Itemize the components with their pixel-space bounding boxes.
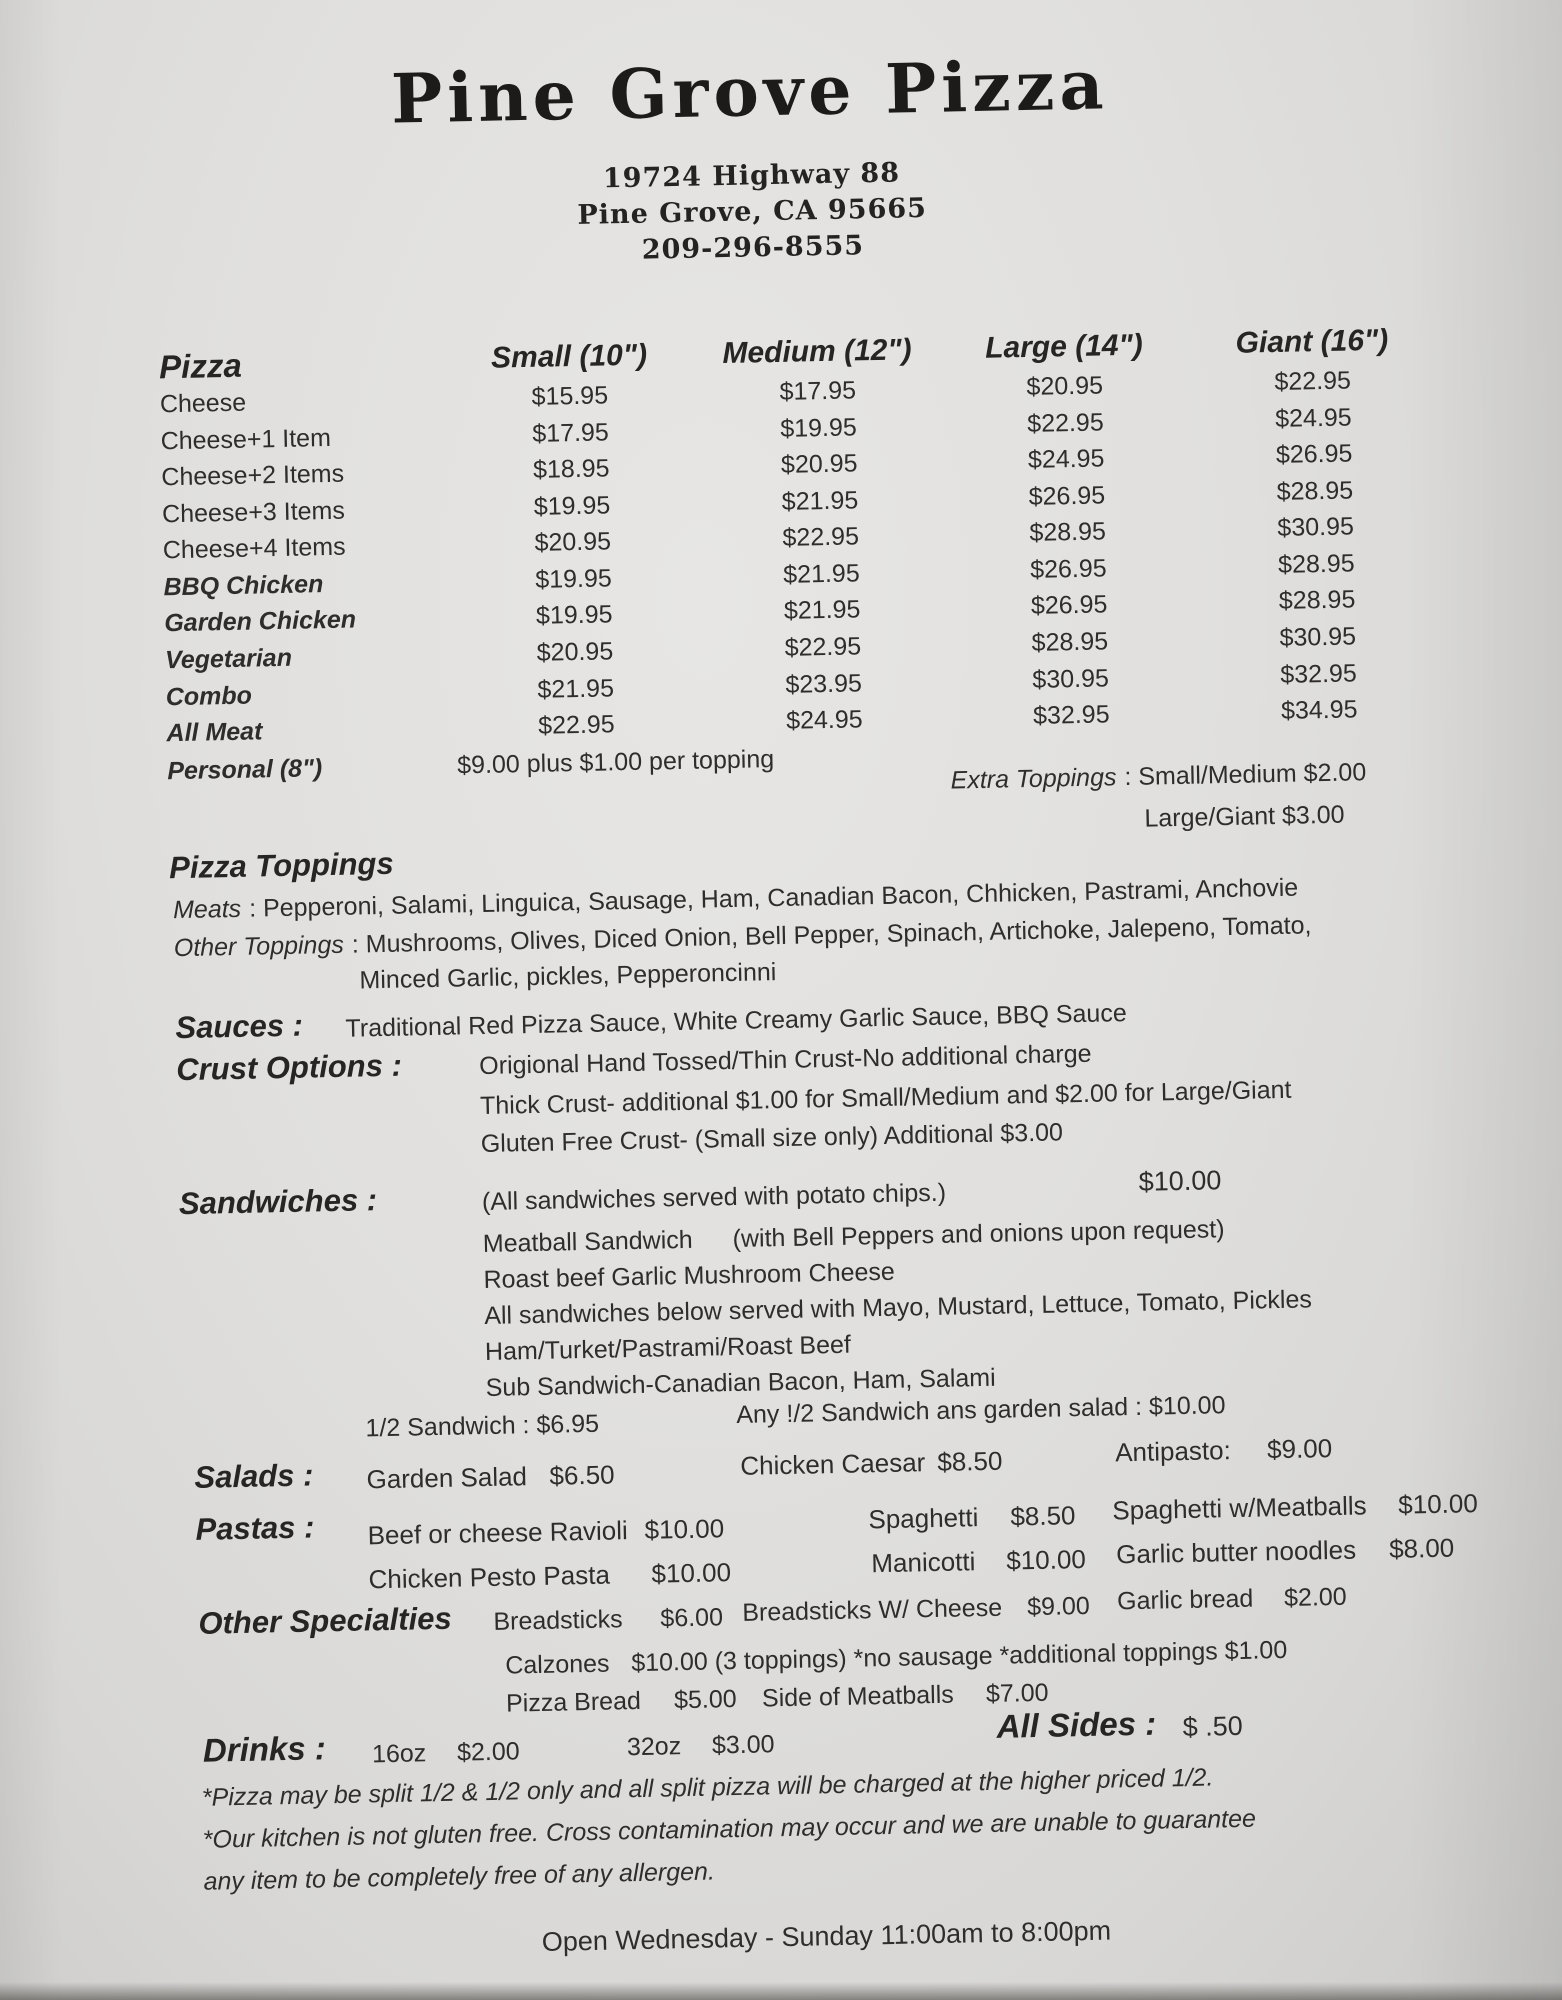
- sandwich-note: All sandwiches below served with Mayo, Mustard, Lettuce, Tomato, Pickles: [484, 1285, 1313, 1331]
- restaurant-name: Pine Grove Pizza: [390, 45, 1110, 140]
- crust-options-label: Crust Options :: [175, 1047, 403, 1088]
- pizza-price: $26.95: [1030, 590, 1108, 620]
- salad-name: Chicken Caesar: [740, 1447, 926, 1481]
- pizza-row-name: Cheese+2 Items: [161, 459, 345, 492]
- pasta-price: $8.50: [1010, 1500, 1076, 1532]
- pizza-row-name: Cheese+3 Items: [161, 496, 346, 529]
- pasta-price: $10.00: [644, 1513, 725, 1545]
- pizza-price: $26.95: [1029, 554, 1107, 584]
- pizza-price: $19.95: [535, 564, 613, 594]
- salad-price: $6.50: [549, 1459, 615, 1491]
- pizza-price: $17.95: [779, 376, 857, 406]
- personal-pizza-note: $9.00 plus $1.00 per topping: [456, 745, 775, 780]
- pizza-price: $34.95: [1280, 695, 1358, 725]
- pizza-price: $20.95: [536, 637, 614, 667]
- pasta-price: $8.00: [1388, 1532, 1455, 1564]
- pizza-price: $24.95: [1027, 444, 1105, 474]
- sandwiches-price: $10.00: [1138, 1165, 1222, 1197]
- sandwich-note: (with Bell Peppers and onions upon request): [732, 1215, 1225, 1254]
- business-hours: Open Wednesday - Sunday 11:00am to 8:00pm: [541, 1915, 1112, 1957]
- extra-toppings-large-giant: Large/Giant $3.00: [1144, 800, 1345, 833]
- salad-price: $9.00: [1266, 1433, 1333, 1465]
- specialties-label: Other Specialties: [198, 1600, 452, 1641]
- salad-name: Garden Salad: [366, 1461, 528, 1495]
- specialty-price: $2.00: [1283, 1582, 1347, 1613]
- pizza-price: $30.95: [1032, 664, 1110, 694]
- pizza-price: $26.95: [1028, 481, 1106, 511]
- size-column-header: Medium (12"): [722, 333, 912, 371]
- half-sandwich-salad-combo: Any !/2 Sandwich ans garden salad : $10.00: [736, 1391, 1226, 1429]
- pasta-name: Chicken Pesto Pasta: [368, 1559, 611, 1595]
- pizza-price: $22.95: [784, 632, 862, 662]
- pizza-row-name: All Meat: [166, 717, 263, 748]
- pizza-price: $26.95: [1275, 439, 1353, 469]
- pizza-price: $28.95: [1278, 585, 1356, 615]
- extra-toppings-small-medium: : Small/Medium $2.00: [1124, 758, 1367, 792]
- toppings-heading: Pizza Toppings: [168, 845, 394, 886]
- all-sides-price: $ .50: [1182, 1710, 1244, 1743]
- pizza-price: $28.95: [1031, 627, 1109, 657]
- pizza-price: $28.95: [1029, 517, 1107, 547]
- pizza-price: $32.95: [1032, 700, 1110, 730]
- pizza-price: $21.95: [537, 674, 615, 704]
- pizza-row-name: BBQ Chicken: [163, 570, 324, 602]
- pizza-price: $19.95: [533, 491, 611, 521]
- crust-option: Gluten Free Crust- (Small size only) Additional $3.00: [480, 1118, 1064, 1159]
- pizza-row-name: Vegetarian: [164, 643, 293, 675]
- pizza-price: $20.95: [1026, 371, 1104, 401]
- all-sides-label: All Sides :: [996, 1704, 1157, 1745]
- crust-option: Thick Crust- additional $1.00 for Small/Medium and $2.00 for Large/Giant: [479, 1075, 1292, 1121]
- pizza-price: $22.95: [537, 710, 615, 740]
- extra-toppings-label: Extra Toppings: [950, 763, 1117, 795]
- pizza-row-name: Cheese+1 Item: [160, 423, 332, 456]
- sandwich-item: Ham/Turket/Pastrami/Roast Beef: [484, 1330, 852, 1367]
- meats-label: Meats: [172, 894, 242, 925]
- pizza-price: $20.95: [780, 449, 858, 479]
- size-column-header: Giant (16"): [1235, 323, 1389, 360]
- salad-name: Antipasto:: [1114, 1435, 1232, 1468]
- other-toppings-continued: Minced Garlic, pickles, Pepperoncinni: [359, 958, 777, 995]
- pizza-row-name: Cheese+4 Items: [162, 532, 346, 565]
- salad-price: $8.50: [937, 1445, 1003, 1477]
- pasta-name: Beef or cheese Ravioli: [367, 1515, 629, 1551]
- pizza-row-name: Personal (8"): [167, 754, 323, 786]
- pizza-price: $22.95: [1026, 408, 1104, 438]
- pasta-price: $10.00: [651, 1557, 732, 1589]
- sandwich-item: Roast beef Garlic Mushroom Cheese: [483, 1257, 896, 1295]
- size-column-header: Small (10"): [490, 338, 648, 375]
- pizza-price: $17.95: [532, 418, 610, 448]
- pizza-price: $21.95: [782, 559, 860, 589]
- pizza-price: $28.95: [1276, 476, 1354, 506]
- pizza-price: $23.95: [785, 669, 863, 699]
- drink-size: 32oz: [626, 1732, 682, 1762]
- pizza-price: $15.95: [531, 381, 609, 411]
- specialty-price: $6.00: [660, 1603, 724, 1633]
- footnote: *Pizza may be split 1/2 & 1/2 only and all split pizza will be charged at the higher priced 1/2.: [201, 1763, 1214, 1812]
- half-sandwich-price: 1/2 Sandwich : $6.95: [365, 1409, 600, 1443]
- sandwich-item: [483, 1215, 1225, 1259]
- pizza-price: $21.95: [781, 486, 859, 516]
- crust-option: Origional Hand Tossed/Thin Crust-No additional charge: [478, 1039, 1092, 1081]
- drink-price: $3.00: [711, 1730, 775, 1760]
- pizza-price: $20.95: [534, 527, 612, 557]
- specialty-price: $5.00: [673, 1685, 737, 1715]
- other-toppings-list: : Mushrooms, Olives, Diced Onion, Bell Pepper, Spinach, Artichoke, Jalepeno, Tomato,: [351, 911, 1312, 959]
- salads-label: Salads :: [194, 1457, 314, 1495]
- pasta-name: Spaghetti w/Meatballs: [1112, 1490, 1367, 1526]
- other-toppings-label: Other Toppings: [173, 930, 345, 963]
- pizza-price: $22.95: [1274, 366, 1352, 396]
- pasta-name: Garlic butter noodles: [1115, 1534, 1357, 1570]
- size-column-header: Large (14"): [984, 328, 1144, 365]
- specialty-name: Breadsticks: [493, 1605, 623, 1636]
- meats-list: : Pepperoni, Salami, Linguica, Sausage, Ham, Canadian Bacon, Chhicken, Pastrami, Anchovie: [248, 873, 1299, 923]
- pizza-price: $24.95: [785, 705, 863, 735]
- footnote: *Our kitchen is not gluten free. Cross contamination may occur and we are unable to guarantee: [202, 1804, 1257, 1854]
- pizza-row-name: Cheese: [159, 388, 247, 419]
- sandwich-name: Meatball Sandwich: [482, 1225, 693, 1259]
- pizza-price: $18.95: [532, 454, 610, 484]
- pizza-price: $24.95: [1274, 403, 1352, 433]
- sandwiches-label: Sandwiches :: [178, 1182, 378, 1222]
- pizza-price: $22.95: [782, 522, 860, 552]
- pizza-price: $21.95: [783, 595, 861, 625]
- drink-price: $2.00: [456, 1737, 520, 1767]
- specialty-name: Side of Meatballs: [761, 1680, 955, 1713]
- specialty-price: $9.00: [1026, 1591, 1091, 1622]
- drinks-label: Drinks :: [202, 1729, 327, 1769]
- pizza-price: $30.95: [1277, 512, 1355, 542]
- pizza-price: $32.95: [1280, 659, 1358, 689]
- extra-toppings-line: [950, 758, 1366, 795]
- pasta-name: Spaghetti: [868, 1502, 979, 1535]
- specialty-name: Breadsticks W/ Cheese: [742, 1593, 1003, 1627]
- address-line2: Pine Grove, CA 95665: [577, 192, 928, 231]
- pasta-name: Manicotti: [871, 1546, 976, 1579]
- address-line1: 19724 Highway 88: [602, 157, 901, 195]
- specialty-name: Calzones: [505, 1649, 610, 1680]
- pizza-price: $19.95: [780, 413, 858, 443]
- pasta-price: $10.00: [1397, 1488, 1479, 1520]
- pizza-price: $28.95: [1277, 549, 1355, 579]
- sauces-label: Sauces :: [175, 1007, 304, 1046]
- specialty-name: Garlic bread: [1116, 1584, 1254, 1616]
- specialty-price: $7.00: [985, 1678, 1049, 1709]
- specialty-name: Pizza Bread: [505, 1686, 642, 1718]
- sandwich-item: Sub Sandwich-Canadian Bacon, Ham, Salami: [485, 1363, 996, 1403]
- pastas-label: Pastas :: [195, 1509, 315, 1547]
- pizza-price: $19.95: [535, 600, 613, 630]
- pizza-row-name: Combo: [165, 681, 253, 712]
- pizza-row-name: Garden Chicken: [164, 605, 357, 638]
- pasta-price: $10.00: [1005, 1543, 1087, 1576]
- photo-bottom-edge: [0, 1982, 1562, 2000]
- pizza-column-header: Pizza: [158, 346, 243, 386]
- specialty-detail: $10.00 (3 toppings) *no sausage *additional toppings $1.00: [630, 1635, 1288, 1678]
- pizza-price: $30.95: [1279, 622, 1357, 652]
- phone-number: 209-296-8555: [641, 230, 865, 266]
- sauces-list: Traditional Red Pizza Sauce, White Creamy Garlic Sauce, BBQ Sauce: [345, 999, 1127, 1043]
- sandwiches-note: (All sandwiches served with potato chips.): [481, 1178, 947, 1217]
- drink-size: 16oz: [371, 1739, 427, 1769]
- footnote: any item to be completely free of any allergen.: [203, 1857, 716, 1896]
